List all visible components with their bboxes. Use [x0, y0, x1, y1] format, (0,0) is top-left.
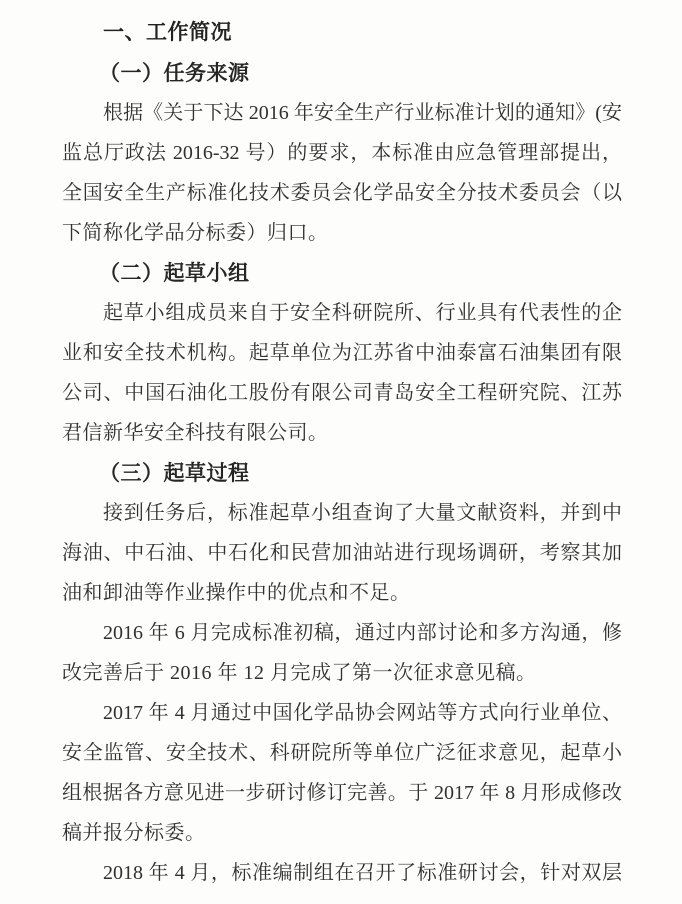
- paragraph-line: 公司、中国石油化工股份有限公司青岛安全工程研究院、江苏: [62, 382, 622, 404]
- paragraph-line: 海油、中石油、中石化和民营加油站进行现场调研，考察其加: [62, 542, 622, 564]
- paragraph-line: 下简称化学品分标委）归口。: [62, 222, 329, 244]
- paragraph-line: 接到任务后，标准起草小组查询了大量文献资料，并到中: [103, 502, 622, 524]
- paragraph-line: 起草小组成员来自于安全科研院所、行业具有代表性的企: [103, 302, 622, 324]
- heading-work-overview: 一、工作简况: [103, 21, 232, 44]
- paragraph-line: 油和卸油等作业操作中的优点和不足。: [62, 582, 411, 604]
- subheading-drafting-group: （二）起草小组: [99, 261, 250, 285]
- paragraph-line: 2016 年 6 月完成标准初稿，通过内部讨论和多方沟通，修: [103, 622, 622, 644]
- paragraph-line: 监总厅政法 2016-32 号）的要求，本标准由应急管理部提出，: [62, 142, 622, 164]
- paragraph-line: 业和安全技术机构。起草单位为江苏省中油泰富石油集团有限: [62, 342, 622, 364]
- paragraph-line: 组根据各方意见进一步研讨修订完善。于 2017 年 8 月形成修改: [62, 782, 622, 804]
- paragraph-line: 全国安全生产标准化技术委员会化学品安全分技术委员会（以: [62, 182, 622, 204]
- subheading-drafting-process: （三）起草过程: [99, 461, 250, 485]
- paragraph-line: 稿并报分标委。: [62, 822, 206, 844]
- paragraph-line: 改完善后于 2016 年 12 月完成了第一次征求意见稿。: [62, 662, 537, 684]
- paragraph-line: 君信新华安全科技有限公司。: [62, 422, 329, 444]
- paragraph-line: 根据《关于下达 2016 年安全生产行业标准计划的通知》(安: [103, 102, 622, 124]
- paragraph-line: 安全监管、安全技术、科研院所等单位广泛征求意见，起草小: [62, 742, 622, 764]
- subheading-task-source: （一）任务来源: [99, 61, 250, 85]
- paragraph-line: 2017 年 4 月通过中国化学品协会网站等方式向行业单位、: [103, 702, 622, 724]
- paragraph-line: 2018 年 4 月，标准编制组在召开了标准研讨会，针对双层: [103, 862, 622, 884]
